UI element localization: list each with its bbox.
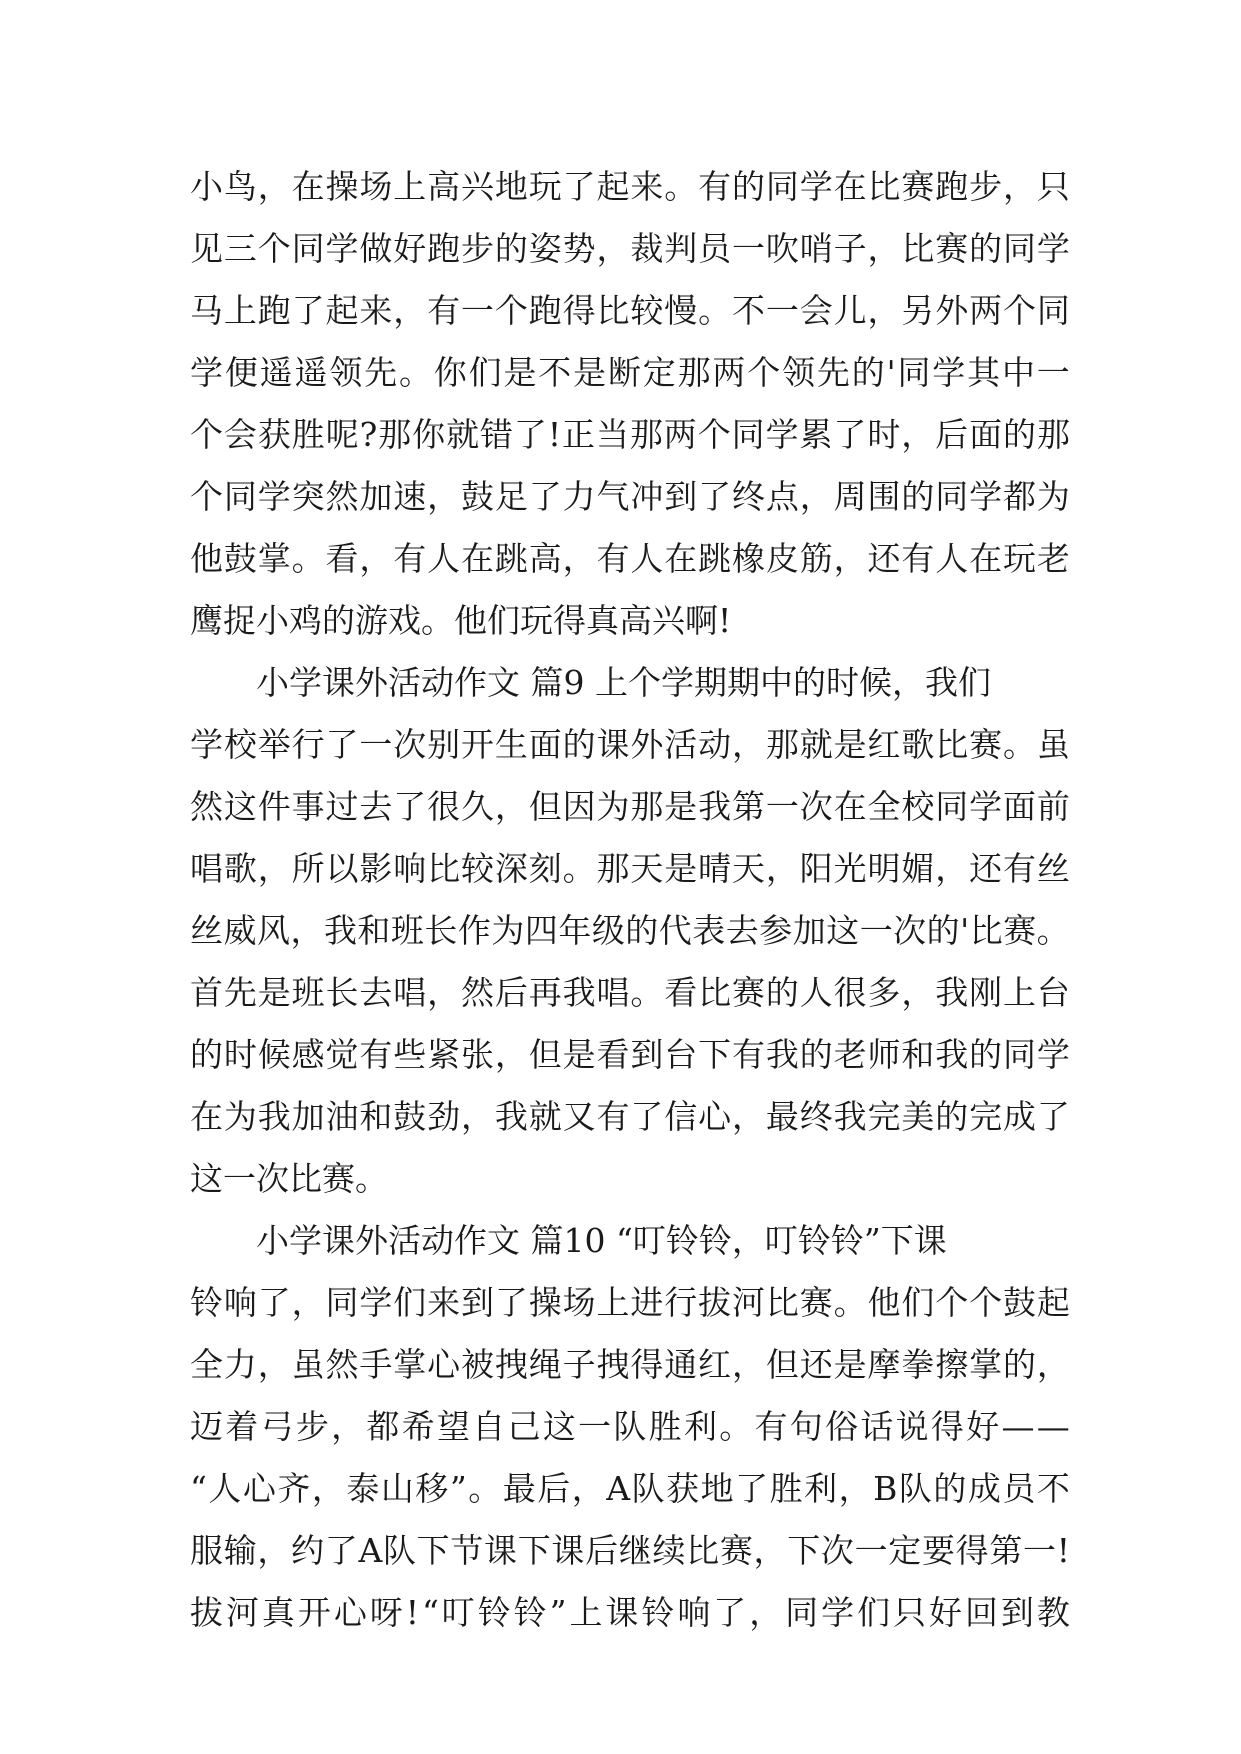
text-line: 见 三 个 同 学 做 好 跑 步 的 姿 势 ， 裁 判 员 一 吹 哨 子 ， 比 赛 的 同 学 (190, 229, 1070, 268)
text-line: 然 这 件 事 过 去 了 很 久 ， 但 因 为 那 是 我 第 一 次 在 全 校 同 学 面 前 (190, 787, 1070, 826)
text-line: 的 时 候 感 觉 有 些 紧 张 ， 但 是 看 到 台 下 有 我 的 老 师 和 我 的 同 学 (190, 1035, 1070, 1074)
text-line: 个 同 学 突 然 加 速 ， 鼓 足 了 力 气 冲 到 了 终 点 ， 周 围 的 同 学 都 为 (190, 477, 1070, 516)
text-line: 学 校 举 行 了 一 次 别 开 生 面 的 课 外 活 动 ， 那 就 是 红 歌 比 赛 。 虽 (190, 725, 1070, 764)
text-line: 这一次比赛。 (190, 1159, 388, 1198)
text-line: 鹰捉小鸡的游戏。他们玩得真高兴啊! (190, 601, 732, 640)
text-line: 小 鸟 ， 在 操 场 上 高 兴 地 玩 了 起 来 。 有 的 同 学 在 比 赛 跑 步 ， 只 (190, 167, 1070, 206)
text-line: 首 先 是 班 长 去 唱 ， 然 后 再 我 唱 。 看 比 赛 的 人 很 多 ， 我 刚 上 台 (190, 973, 1070, 1012)
document-body (190, 156, 1070, 1644)
text-line: 铃 响 了 ， 同 学 们 来 到 了 操 场 上 进 行 拔 河 比 赛 。 他 们 个 个 鼓 起 (190, 1283, 1070, 1322)
text-line: 学 便 遥 遥 领 先 。 你 们 是 不 是 断 定 那 两 个 领 先 的 ' 同 学 其 中 一 (190, 353, 1070, 392)
section-heading-line: 小学课外活动作文 篇10 “叮铃铃，叮铃铃”下课 (256, 1221, 947, 1260)
text-line: “ 人 心 齐 ， 泰 山 移 ” 。 最 后 ， A 队 获 地 了 胜 利 ， B 队 的 成 员 不 (190, 1469, 1070, 1508)
section-heading-line: 小学课外活动作文 篇9 上个学期期中的时候，我们 (256, 663, 991, 702)
text-line: 服 输 ， 约 了 A 队 下 节 课 下 课 后 继 续 比 赛 ， 下 次 一 定 要 得 第 一 ! (190, 1531, 1070, 1570)
text-line: 迈 着 弓 步 ， 都 希 望 自 己 这 一 队 胜 利 。 有 句 俗 话 说 得 好 — — (190, 1407, 1070, 1446)
text-line: 他 鼓 掌 。 看 ， 有 人 在 跳 高 ， 有 人 在 跳 橡 皮 筋 ， 还 有 人 在 玩 老 (190, 539, 1070, 578)
text-line: 马 上 跑 了 起 来 ， 有 一 个 跑 得 比 较 慢 。 不 一 会 儿 ， 另 外 两 个 同 (190, 291, 1070, 330)
text-line: 个 会 获 胜 呢 ? 那 你 就 错 了 ! 正 当 那 两 个 同 学 累 了 时 ， 后 面 的 那 (190, 415, 1070, 454)
text-line: 在 为 我 加 油 和 鼓 劲 ， 我 就 又 有 了 信 心 ， 最 终 我 完 美 的 完 成 了 (190, 1097, 1070, 1136)
text-line: 唱 歌 ， 所 以 影 响 比 较 深 刻 。 那 天 是 晴 天 ， 阳 光 明 媚 ， 还 有 丝 (190, 849, 1070, 888)
text-line: 拔 河 真 开 心 呀 ! “ 叮 铃 铃 ” 上 课 铃 响 了 ， 同 学 们 只 好 回 到 教 (190, 1593, 1070, 1632)
text-line: 丝 威 风 ， 我 和 班 长 作 为 四 年 级 的 代 表 去 参 加 这 一 次 的 ' 比 赛 。 (190, 911, 1070, 950)
text-line: 全 力 ， 虽 然 手 掌 心 被 拽 绳 子 拽 得 通 红 ， 但 还 是 摩 拳 擦 掌 的 ， (190, 1345, 1070, 1384)
